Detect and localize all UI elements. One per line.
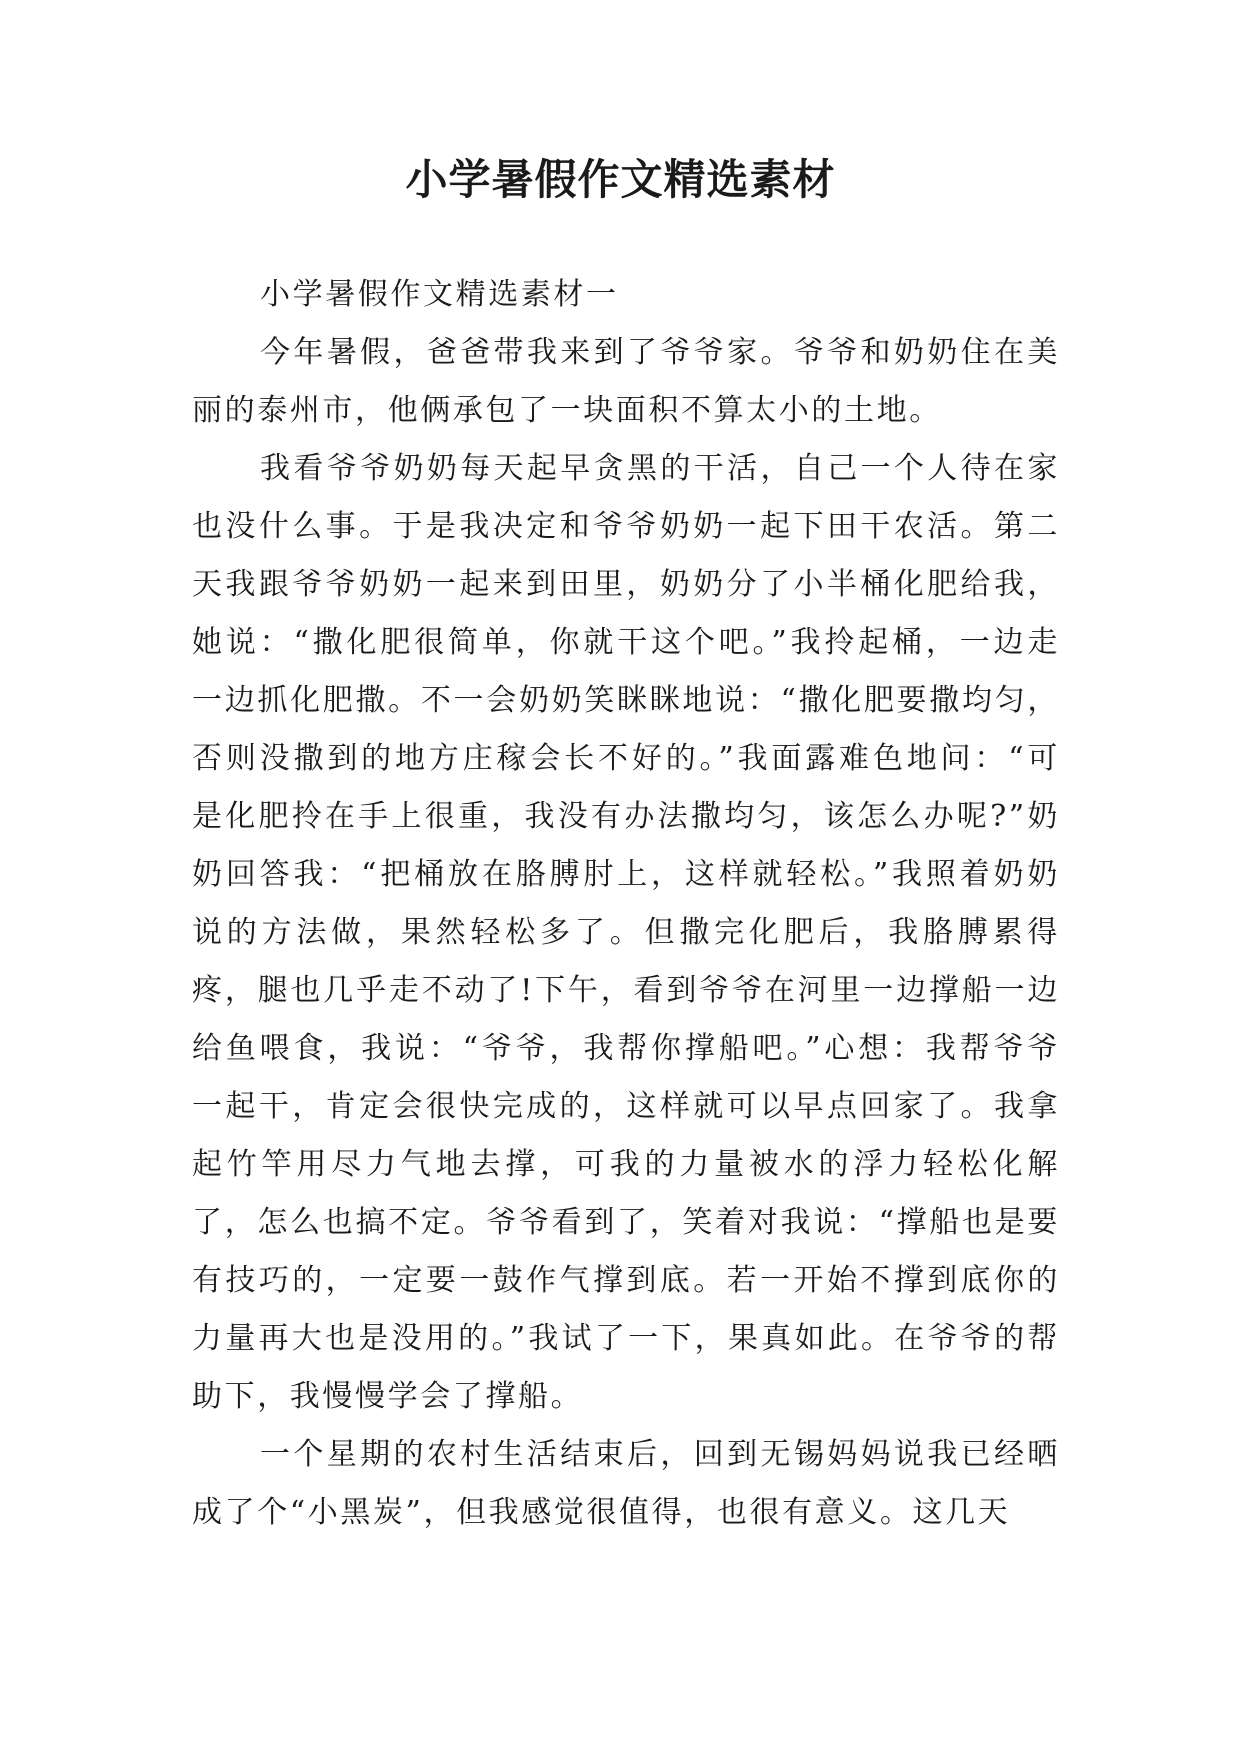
section-heading: 小学暑假作文精选素材一 (260, 277, 619, 312)
paragraph-1: 今年暑假，爸爸带我来到了爷爷家。爷爷和奶奶住在美丽的泰州市，他俩承包了一块面积不算太小的土地。 (192, 335, 1060, 428)
paragraph-3: 一个星期的农村生活结束后，回到无锡妈妈说我已经晒成了个“小黑炭”，但我感觉很值得，也很有意义。这几天 (192, 1437, 1060, 1530)
document-body (192, 266, 1060, 1542)
document-title: 小学暑假作文精选素材 (405, 155, 836, 204)
paragraph-2: 我看爷爷奶奶每天起早贪黑的干活，自己一个人待在家也没什么事。于是我决定和爷爷奶奶一起下田干农活。第二天我跟爷爷奶奶一起来到田里，奶奶分了小半桶化肥给我，她说：“撒化肥很简单，你就干这个吧。”我拎起桶，一边走一边抓化肥撒。不一会奶奶笑眯眯地说：“撒化肥要撒均匀，否则没撒到的地方庄稼会长不好的。”我面露难色地问：“可是化肥拎在手上很重，我没有办法撒均匀，该怎么办呢?”奶奶回答我：“把桶放在胳膊肘上，这样就轻松。”我照着奶奶说的方法做，果然轻松多了。但撒完化肥后，我胳膊累得疼，腿也几乎走不动了!下午，看到爷爷在河里一边撑船一边给鱼喂食，我说：“爷爷，我帮你撑船吧。”心想：我帮爷爷一起干，肯定会很快完成的，这样就可以早点回家了。我拿起竹竿用尽力气地去撑，可我的力量被水的浮力轻松化解了，怎么也搞不定。爷爷看到了，笑着对我说：“撑船也是要有技巧的，一定要一鼓作气撑到底。若一开始不撑到底你的力量再大也是没用的。”我试了一下，果真如此。在爷爷的帮助下，我慢慢学会了撑船。 (192, 451, 1060, 1414)
